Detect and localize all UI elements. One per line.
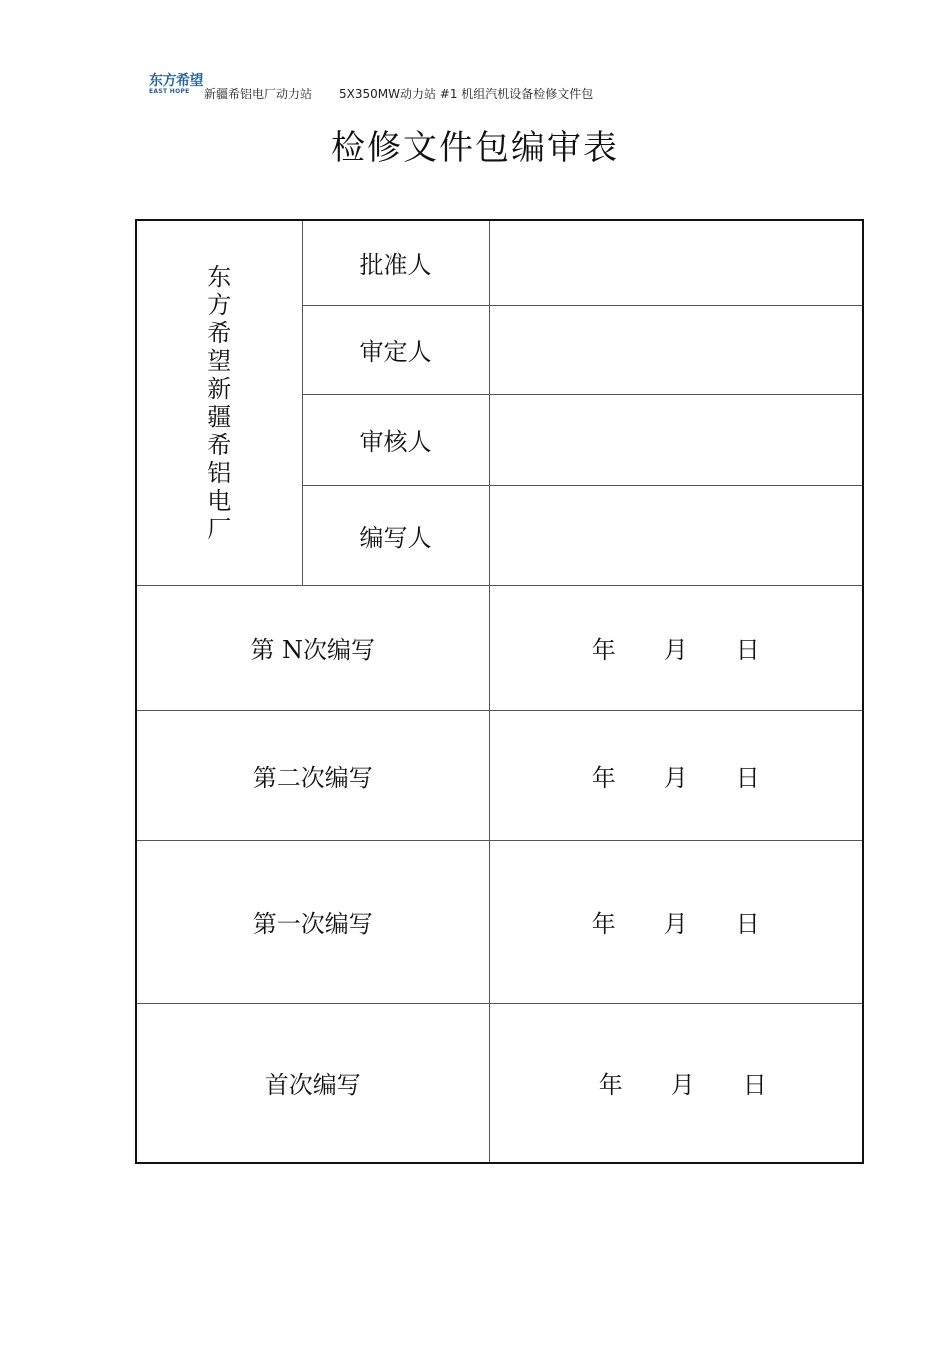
header-project: 5X350MW动力站 #1 机组汽机设备检修文件包 <box>339 87 594 101</box>
org-name-vertical <box>137 263 302 543</box>
org-char: 疆 <box>207 402 232 431</box>
role-cell-approver: 批准人 <box>302 220 489 305</box>
table-row <box>136 710 863 840</box>
month-label: 月 <box>663 763 688 792</box>
month-label: 月 <box>663 636 688 664</box>
year-label: 年 <box>591 636 616 664</box>
role-cell-writer: 编写人 <box>302 485 489 585</box>
table-row <box>136 840 863 1003</box>
revision-label-n: 第 N次编写 <box>136 585 489 710</box>
month-label: 月 <box>663 910 688 938</box>
review-table <box>135 219 864 1164</box>
org-char: 方 <box>207 290 232 319</box>
org-char: 电 <box>207 486 232 515</box>
east-hope-logo <box>149 70 201 100</box>
header-plant: 新疆希铝电厂动力站 <box>204 87 313 101</box>
day-label: 日 <box>742 1071 767 1100</box>
page-title: 检修文件包编审表 <box>331 128 619 168</box>
org-char: 望 <box>207 346 232 375</box>
signature-field-approver[interactable] <box>489 220 863 305</box>
table-row <box>136 1003 863 1163</box>
org-char: 希 <box>207 318 232 347</box>
revision-date-second[interactable] <box>489 710 863 840</box>
table-row <box>136 585 863 710</box>
revision-label-second: 第二次编写 <box>136 710 489 840</box>
org-char: 铝 <box>207 458 232 487</box>
table-row <box>136 220 863 305</box>
signature-field-reviewer[interactable] <box>489 394 863 485</box>
role-cell-reviewer: 审核人 <box>302 394 489 485</box>
signature-field-writer[interactable] <box>489 485 863 585</box>
year-label: 年 <box>591 910 616 938</box>
revision-label-first: 第一次编写 <box>136 840 489 1003</box>
logo-en-text: EAST HOPE <box>149 88 190 95</box>
org-char: 厂 <box>207 514 232 543</box>
signature-field-validator[interactable] <box>489 305 863 394</box>
revision-date-first[interactable] <box>489 840 863 1003</box>
day-label: 日 <box>735 910 760 938</box>
org-char: 新 <box>207 374 232 403</box>
year-label: 年 <box>598 1071 623 1100</box>
month-label: 月 <box>670 1071 695 1100</box>
day-label: 日 <box>735 636 760 664</box>
year-label: 年 <box>591 763 616 792</box>
logo-cn-text: 东方希望 <box>149 73 203 89</box>
revision-label-initial: 首次编写 <box>136 1003 489 1163</box>
role-cell-validator: 审定人 <box>302 305 489 394</box>
org-name-cell <box>136 220 302 585</box>
revision-date-initial[interactable] <box>489 1003 863 1163</box>
day-label: 日 <box>735 763 760 792</box>
org-char: 希 <box>207 430 232 459</box>
org-char: 东 <box>207 262 232 291</box>
revision-date-n[interactable] <box>489 585 863 710</box>
